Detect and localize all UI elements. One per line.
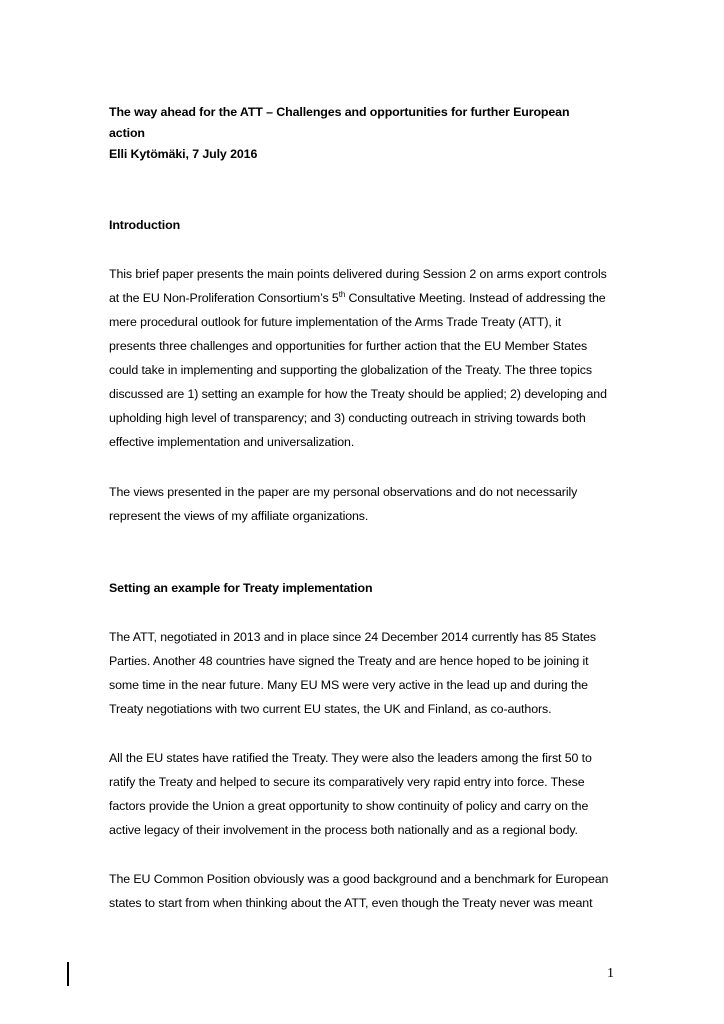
- paragraph-line: effective implementation and universalization.: [109, 435, 355, 449]
- paragraph-line: discussed are 1) setting an example for how the Treaty should be applied; 2) developing and: [109, 387, 607, 401]
- paragraph-line: could take in implementing and supporting the globalization of the Treaty. The three topics: [109, 363, 592, 377]
- page-number: 1: [607, 966, 614, 981]
- paragraph-line: some time in the near future. Many EU MS were very active in the lead up and during the: [109, 678, 588, 692]
- paragraph-line: The views presented in the paper are my personal observations and do not necessarily: [109, 485, 578, 499]
- document-title-line-1: The way ahead for the ATT – Challenges and opportunities for further European: [109, 105, 570, 119]
- paragraph-line: All the EU states have ratified the Treaty. They were also the leaders among the first 50 to: [109, 751, 592, 765]
- paragraph-line: factors provide the Union a great opportunity to show continuity of policy and carry on the: [109, 799, 589, 813]
- paragraph-text: Consultative Meeting. Instead of addressing the: [345, 291, 606, 305]
- section-heading-introduction: Introduction: [109, 218, 181, 232]
- paragraph-line: Treaty negotiations with two current EU states, the UK and Finland, as co-authors.: [109, 702, 552, 716]
- document-title-line-2: action: [109, 126, 145, 140]
- paragraph-line: represent the views of my affiliate organizations.: [109, 509, 369, 523]
- paragraph-line: active legacy of their involvement in the process both nationally and as a regional body.: [109, 823, 578, 837]
- paragraph-line: The ATT, negotiated in 2013 and in place since 24 December 2014 currently has 85 States: [109, 630, 597, 644]
- paragraph-line: upholding high level of transparency; and 3) conducting outreach in striving towards both: [109, 411, 586, 425]
- paragraph-line: ratify the Treaty and helped to secure its comparatively very rapid entry into force. These: [109, 775, 585, 789]
- paragraph-line: Parties. Another 48 countries have signed the Treaty and are hence hoped to be joining it: [109, 654, 589, 668]
- paragraph-text: at the EU Non-Proliferation Consortium’s 5: [109, 291, 339, 305]
- paragraph-line: mere procedural outlook for future implementation of the Arms Trade Treaty (ATT), it: [109, 315, 562, 329]
- section-heading-setting-example: Setting an example for Treaty implementation: [109, 581, 373, 595]
- paragraph-line: The EU Common Position obviously was a good background and a benchmark for European: [109, 872, 609, 886]
- paragraph-line: This brief paper presents the main points delivered during Session 2 on arms export controls: [109, 267, 607, 281]
- change-bar: [67, 962, 69, 986]
- paragraph-line: states to start from when thinking about the ATT, even though the Treaty never was meant: [109, 896, 593, 910]
- paragraph-line: [109, 290, 606, 306]
- document-byline: Elli Kytömäki, 7 July 2016: [109, 147, 258, 161]
- superscript: th: [338, 289, 346, 299]
- paragraph-line: presents three challenges and opportunities for further action that the EU Member States: [109, 339, 588, 353]
